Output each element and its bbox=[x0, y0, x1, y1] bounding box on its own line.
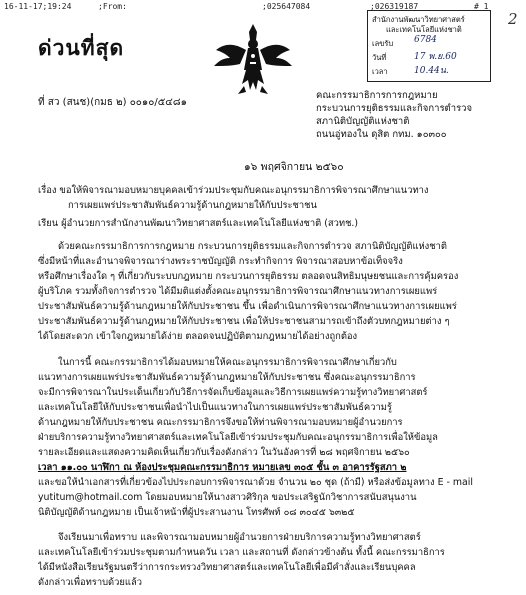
body-line: ซึ่งมีหน้าที่และอำนาจพิจารณาร่างพระราชบัญญัติ กระทำกิจการ พิจารณาสอบหาข้อเท็จจริง bbox=[38, 256, 403, 267]
stamp-received-no-value: 6784 bbox=[414, 35, 437, 45]
stamp-org-line1: สำนักงานพัฒนาวิทยาศาสตร์ bbox=[372, 15, 465, 24]
body-line: ในการนี้ คณะกรรมาธิการได้มอบหมายให้คณะอนุกรรมาธิการพิจารณาศึกษาเกี่ยวกับ bbox=[58, 357, 397, 368]
body-line: และขอให้นำเอกสารที่เกี่ยวข้องไปประกอบการพิจารณาด้วย จำนวน ๒๐ ชุด (ถ้ามี) หรือส่งข้อมูลทาง E - mail bbox=[38, 477, 473, 488]
body-line: และเทคโนโลยีให้กับประชาชนเพื่อนำไปเป็นแนวทางในการเผยแพร่ประชาสัมพันธ์ความรู้ bbox=[38, 402, 392, 413]
body-line: ดังกล่าวเพื่อทราบด้วยแล้ว bbox=[38, 577, 142, 588]
body-line: ประชาสัมพันธ์ความรู้ด้านกฎหมายให้กับประชาชน ขึ้น เพื่อดำเนินการพิจารณาศึกษาแนวทางการเผยแพร่ bbox=[38, 301, 457, 312]
recipient-line: เรียน ผู้อำนวยการสำนักงานพัฒนาวิทยาศาสตร์และเทคโนโลยีแห่งชาติ (สวทช.) bbox=[38, 218, 359, 229]
subject-line: เรื่อง ขอให้พิจารณามอบหมายบุคคลเข้าร่วมประชุมกับคณะอนุกรรมาธิการพิจารณาศึกษาแนวทาง bbox=[38, 185, 429, 196]
body-line: ได้โดยสะดวก เข้าใจกฎหมายได้ง่าย ตลอดจนปฏิบัติตามกฎหมายได้อย่างถูกต้อง bbox=[38, 331, 358, 342]
garuda-emblem-icon bbox=[212, 20, 294, 96]
urgency-heading: ด่วนที่สุด bbox=[38, 36, 125, 60]
stamp-org-line2: และเทคโนโลยีแห่งชาติ bbox=[386, 25, 462, 34]
body-line: แนวทางการเผยแพร่ประชาสัมพันธ์ความรู้ด้านกฎหมายให้กับประชาชน ซึ่งคณะอนุกรรมาธิการ bbox=[38, 372, 416, 383]
stamp-time-label: เวลา bbox=[372, 67, 388, 76]
stamp-date-label: วันที่ bbox=[372, 53, 387, 62]
sender-address-line: กระบวนการยุติธรรมและกิจการตำรวจ bbox=[316, 103, 473, 114]
fax-from-number: ;025647084 bbox=[262, 2, 311, 11]
meeting-date-line: รายละเอียดและแสดงความคิดเห็นเกี่ยวกับเรื่องดังกล่าว ในวันอังคารที่ ๒๘ พฤศจิกายน ๒๕๖๐ bbox=[38, 447, 410, 458]
fax-datetime: 16-11-17;19:24 bbox=[4, 2, 72, 11]
body-line: หรือศึกษาเรื่องใด ๆ ที่เกี่ยวกับระบบกฎหมาย กระบวนการยุติธรรม ตลอดจนสิทธิมนุษยชนและการคุ้มครอง bbox=[38, 271, 459, 282]
document-number: ที่ สว (สนช)(กมธ ๒) ๐๐๑๐/๕๔๘๑ bbox=[38, 97, 187, 108]
sender-address-line: ถนนอู่ทองใน ดุสิต กทม. ๑๐๓๐๐ bbox=[316, 129, 447, 140]
stamp-date-value: 17 พ.ย.60 bbox=[414, 52, 457, 62]
body-line: ด้วยคณะกรรมาธิการการกฎหมาย กระบวนการยุติธรรมและกิจการตำรวจ สภานิติบัญญัติแห่งชาติ bbox=[58, 241, 447, 252]
sender-address-line: คณะกรรมาธิการการกฎหมาย bbox=[316, 90, 438, 101]
body-line: ฝ่ายบริการความรู้ทางวิทยาศาสตร์และเทคโนโลยีเข้าร่วมประชุมกับคณะอนุกรรมาธิการเพื่อให้ข้อมูล bbox=[38, 432, 438, 443]
meeting-time-place-line: เวลา ๑๑.๐๐ นาฬิกา ณ ห้องประชุมคณะกรรมาธิการ หมายเลข ๓๐๕ ชั้น ๓ อาคารรัฐสภา ๒ bbox=[38, 462, 407, 473]
body-line: จึงเรียนมาเพื่อทราบ และพิจารณามอบหมายผู้อำนวยการฝ่ายบริการความรู้ทางวิทยาศาสตร์ bbox=[58, 532, 421, 543]
fax-from-label: ;From: bbox=[98, 2, 127, 11]
body-line: ผู้บริโภค รวมทั้งกิจการตำรวจ ได้มีมติแต่งตั้งคณะอนุกรรมาธิการพิจารณาศึกษาแนวทางการเผยแพร่ bbox=[38, 286, 438, 297]
contact-phone-line: นิติบัญญัติด้านกฎหมาย เป็นเจ้าหน้าที่ผู้ประสานงาน โทรศัพท์ ๐๘ ๓๐๔๕ ๖๓๒๕ bbox=[38, 507, 355, 518]
sender-address-line: สภานิติบัญญัติแห่งชาติ bbox=[316, 116, 410, 127]
contact-email-line: yutitum@hotmail.com โดยมอบหมายให้นางสาวศิริกุล ขอประเสริฐนักวิชาการสนับสนุนงาน bbox=[38, 492, 417, 503]
fax-page-number: # 1 bbox=[474, 2, 489, 11]
subject-line: การเผยแพร่ประชาสัมพันธ์ความรู้ด้านกฎหมายให้กับประชาชน bbox=[68, 200, 317, 211]
body-line: และเทคโนโลยีเข้าร่วมประชุมตามกำหนดวัน เวลา และสถานที่ ดังกล่าวข้างต้น ทั้งนี้ คณะกรรมาธิการ bbox=[38, 547, 445, 558]
stamp-received-no-label: เลขรับ bbox=[372, 39, 394, 48]
stamp-time-value: 10.44น. bbox=[414, 66, 449, 76]
letter-date: ๑๖ พฤศจิกายน ๒๕๖๐ bbox=[244, 161, 344, 173]
receipt-stamp bbox=[367, 10, 491, 82]
page-corner-mark: 2 bbox=[508, 10, 518, 28]
fax-to-number: ;026319187 bbox=[370, 2, 419, 11]
body-line: ประชาสัมพันธ์ความรู้ด้านกฎหมายให้กับประชาชน เพื่อให้ประชาชนสามารถเข้าถึงตัวบทกฎหมายต่าง ๆ bbox=[38, 316, 450, 327]
body-line: ด้านกฎหมายให้กับประชาชน คณะกรรมาธิการจึงขอให้ท่านพิจารณามอบหมายผู้อำนวยการ bbox=[38, 417, 403, 428]
body-line: ได้มีหนังสือเรียนรัฐมนตรีว่าการกระทรวงวิทยาศาสตร์และเทคโนโลยีเพื่อมีคำสั่งและเรียนบุคคล bbox=[38, 562, 416, 573]
body-line: จะมีการพิจารณาในประเด็นเกี่ยวกับวิธีการจัดเก็บข้อมูลและวิธีการเผยแพร่ความรู้ทางวิทยาศาสตร์ bbox=[38, 387, 428, 398]
